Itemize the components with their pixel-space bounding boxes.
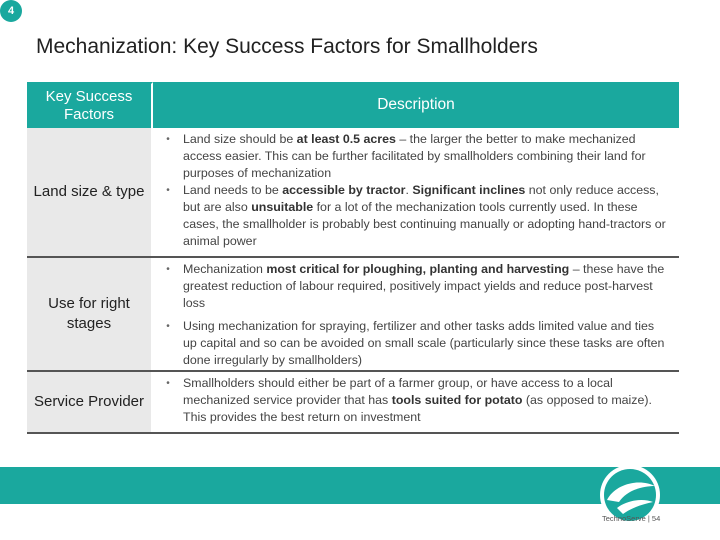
- bullet-item: [153, 318, 667, 369]
- bullet-text: Land size should be at least 0.5 acres – the larger the better to make mechanized access easier. This can be further facilitated by smallholders combining their land for purposes of mechanization: [183, 132, 646, 180]
- bullet-item: [153, 261, 667, 312]
- row-label: Land size & type: [27, 128, 153, 256]
- bullet-dot-icon: •: [166, 185, 170, 196]
- bullet-text: Using mechanization for spraying, fertilizer and other tasks adds limited value and ties up capital and so can be avoided on small scale (particularly since these tasks are often done irregularly by smallholders): [183, 319, 665, 367]
- row-description: [153, 258, 679, 370]
- bullet-dot-icon: •: [166, 264, 170, 275]
- table-row: [27, 372, 679, 434]
- bullet-item: [153, 375, 667, 426]
- table-row: [27, 258, 679, 372]
- page-number-badge: 4: [0, 0, 22, 22]
- table-row: [27, 128, 679, 258]
- table-header: [27, 82, 679, 128]
- header-description: Description: [153, 82, 679, 128]
- bullet-dot-icon: •: [166, 321, 170, 332]
- bullet-item: [153, 131, 667, 182]
- bullet-text: Mechanization most critical for ploughing, planting and harvesting – these have the greatest reduction of labour required, positively impact yields and reduce post-harvest loss: [183, 262, 665, 310]
- row-label: Service Provider: [27, 372, 153, 432]
- row-description: [153, 128, 679, 256]
- bullet-text: Smallholders should either be part of a farmer group, or have access to a local mechanized service provider that has tools suited for potato (as opposed to maize). This provides the best return on investment: [183, 376, 652, 424]
- row-description: [153, 372, 679, 432]
- header-key-success-factors: Key Success Factors: [27, 82, 153, 128]
- bullet-text: Land needs to be accessible by tractor. Significant inclines not only reduce access, but are also unsuitable for a lot of the mechanization tools currently used. In these cases, the smallholder is probably best continuing manually or adopting hand-tractors or animal power: [183, 183, 666, 248]
- success-factors-table: [27, 82, 679, 434]
- footer-text: TechnoServe | 54: [602, 514, 661, 523]
- row-label: Use for right stages: [27, 258, 153, 370]
- bullet-item: [153, 182, 667, 250]
- slide-title: Mechanization: Key Success Factors for Smallholders: [36, 35, 538, 58]
- bullet-dot-icon: •: [166, 134, 170, 145]
- bullet-dot-icon: •: [166, 378, 170, 389]
